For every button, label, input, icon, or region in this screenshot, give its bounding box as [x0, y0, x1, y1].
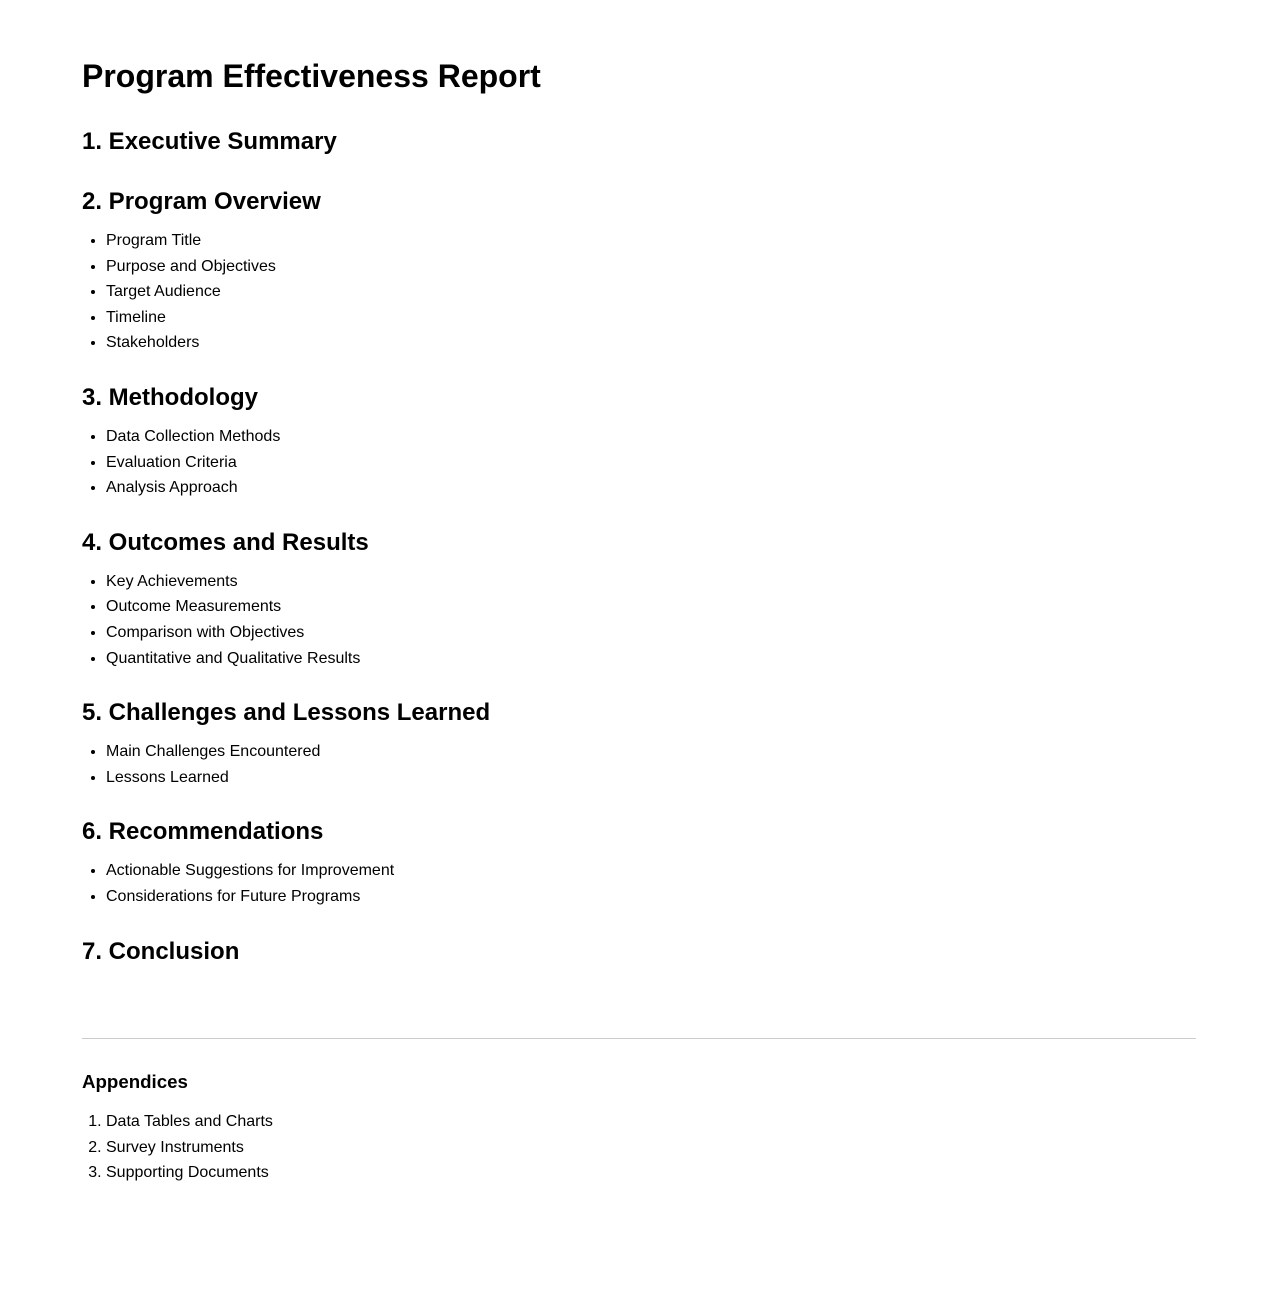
- list-item: • Evaluation Criteria: [106, 450, 1196, 476]
- list-item: 1. Data Tables and Charts: [106, 1109, 273, 1135]
- appendices-heading: Appendices: [82, 1071, 188, 1092]
- section-challenges-lessons: [82, 697, 1196, 790]
- section-heading: 2. Program Overview: [82, 188, 321, 215]
- bullet-list: [82, 739, 1196, 790]
- list-item: • Analysis Approach: [106, 475, 1196, 501]
- page-title: Program Effectiveness Report: [82, 58, 541, 94]
- report-sections: [82, 126, 1196, 996]
- bullet-list: [82, 569, 1196, 671]
- appendices-list: [82, 1109, 273, 1186]
- list-item: • Stakeholders: [106, 330, 1196, 356]
- list-item: • Timeline: [106, 305, 1196, 331]
- bullet-list: [82, 228, 1196, 356]
- list-item: • Outcome Measurements: [106, 594, 1196, 620]
- divider: [82, 1038, 1196, 1039]
- list-item: • Comparison with Objectives: [106, 620, 1196, 646]
- section-heading: 1. Executive Summary: [82, 128, 337, 155]
- section-heading: 4. Outcomes and Results: [82, 528, 369, 556]
- section-methodology: [82, 382, 1196, 501]
- section-heading: 5. Challenges and Lessons Learned: [82, 699, 491, 727]
- list-item: • Program Title: [106, 228, 1196, 254]
- section-conclusion: [82, 936, 1196, 968]
- list-item: • Considerations for Future Programs: [106, 884, 1196, 910]
- list-item: • Key Achievements: [106, 569, 1196, 595]
- list-item: • Target Audience: [106, 279, 1196, 305]
- section-heading: 7. Conclusion: [82, 937, 240, 965]
- list-item: • Actionable Suggestions for Improvement: [106, 858, 1196, 884]
- list-item: • Purpose and Objectives: [106, 254, 1196, 280]
- bullet-list: [82, 424, 1196, 501]
- list-item: • Data Collection Methods: [106, 424, 1196, 450]
- list-item: • Main Challenges Encountered: [106, 739, 1196, 765]
- list-item: 3. Supporting Documents: [106, 1160, 273, 1186]
- list-item: • Lessons Learned: [106, 765, 1196, 791]
- section-heading: 6. Recommendations: [82, 818, 324, 846]
- section-program-overview: [82, 186, 1196, 356]
- section-outcomes-results: [82, 527, 1196, 671]
- section-executive-summary: [82, 126, 1196, 158]
- list-item: 2. Survey Instruments: [106, 1135, 273, 1161]
- bullet-list: [82, 858, 1196, 909]
- section-heading: 3. Methodology: [82, 383, 258, 411]
- list-item: • Quantitative and Qualitative Results: [106, 646, 1196, 672]
- section-recommendations: [82, 816, 1196, 909]
